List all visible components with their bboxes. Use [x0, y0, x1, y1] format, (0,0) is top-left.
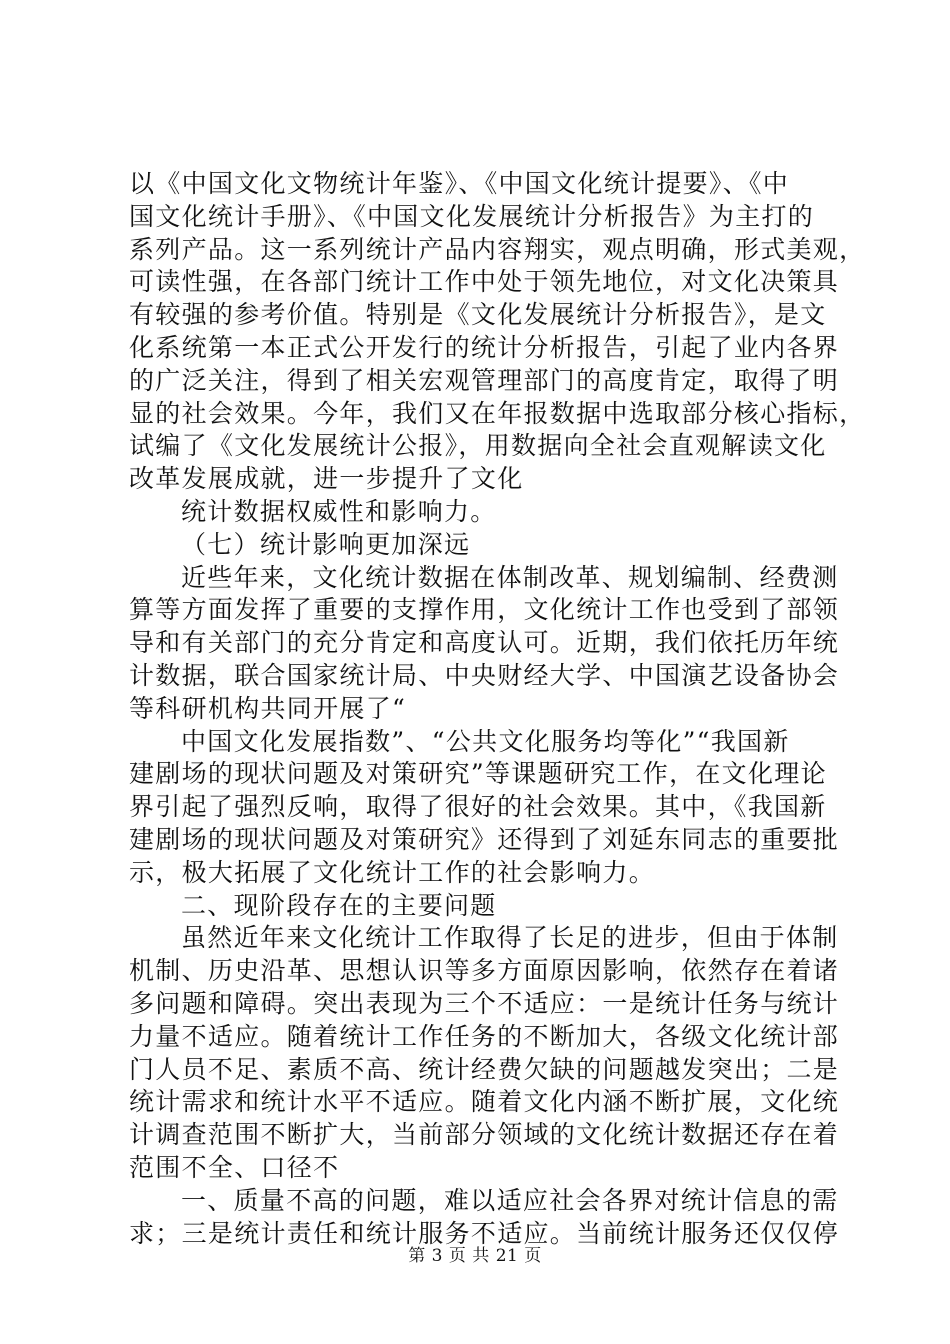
- text-line: 机制、历史沿革、思想认识等多方面原因影响，依然存在着诸: [129, 956, 840, 986]
- text-line: 二、现阶段存在的主要问题: [181, 890, 497, 920]
- text-line: 一、质量不高的问题，难以适应社会各界对统计信息的需: [181, 1185, 839, 1215]
- text-line: 的广泛关注，得到了相关宏观管理部门的高度肯定，取得了明: [129, 365, 840, 395]
- text-line: 试编了《文化发展统计公报》，用数据向全社会直观解读文化: [129, 431, 827, 461]
- text-line: 可读性强，在各部门统计工作中处于领先地位，对文化决策具: [129, 267, 840, 297]
- text-line: 计调查范围不断扩大，当前部分领域的文化统计数据还存在着: [129, 1120, 840, 1150]
- text-line: 等科研机构共同开展了“: [129, 693, 407, 723]
- text-line: 建剧场的现状问题及对策研究》还得到了刘延东同志的重要批: [129, 824, 840, 854]
- text-line: 以《中国文化文物统计年鉴》、《中国文化统计提要》、《中: [129, 169, 790, 198]
- text-line: （七）统计影响更加深远: [181, 529, 471, 559]
- text-line: 求；三是统计责任和统计服务不适应。当前统计服务还仅仅停: [129, 1218, 840, 1248]
- text-line: 中国文化发展指数”、“公共文化服务均等化”“我国新: [181, 726, 790, 756]
- text-line: 范围不全、口径不: [129, 1152, 340, 1182]
- text-line: 界引起了强烈反响，取得了很好的社会效果。其中，《我国新: [129, 792, 827, 822]
- text-line: 算等方面发挥了重要的支撑作用，文化统计工作也受到了部领: [129, 595, 840, 625]
- text-line: 力量不适应。随着统计工作任务的不断加大，各级文化统计部: [129, 1021, 840, 1051]
- text-line: 有较强的参考价值。特别是《文化发展统计分析报告》，是文: [129, 300, 827, 330]
- text-line: 化系统第一本正式公开发行的统计分析报告，引起了业内各界: [129, 332, 840, 362]
- text-line: 导和有关部门的充分肯定和高度认可。近期，我们依托历年统: [129, 628, 840, 658]
- text-line: 改革发展成就，进一步提升了文化: [129, 464, 524, 494]
- text-line: 虽然近年来文化统计工作取得了长足的进步，但由于体制: [181, 923, 839, 953]
- text-line: 多问题和障碍。突出表现为三个不适应：一是统计任务与统计: [129, 988, 840, 1018]
- text-line: 建剧场的现状问题及对策研究”等课题研究工作，在文化理论: [129, 759, 827, 789]
- text-line: 示，极大拓展了文化统计工作的社会影响力。: [129, 857, 656, 887]
- text-line: 近些年来，文化统计数据在体制改革、规划编制、经费测: [181, 562, 839, 592]
- text-line: 计数据，联合国家统计局、中央财经大学、中国演艺设备协会: [129, 660, 840, 690]
- text-line: 系列产品。这一系列统计产品内容翔实，观点明确，形式美观，: [129, 234, 866, 264]
- document-body: [129, 168, 866, 1250]
- text-line: 显的社会效果。今年，我们又在年报数据中选取部分核心指标，: [129, 398, 866, 428]
- text-line: 国文化统计手册》、《中国文化发展统计分析报告》为主打的: [129, 201, 815, 231]
- text-line: 门人员不足、素质不高、统计经费欠缺的问题越发突出；二是: [129, 1054, 840, 1084]
- text-line: 统计需求和统计水平不适应。随着文化内涵不断扩展，文化统: [129, 1087, 840, 1117]
- text-line: 统计数据权威性和影响力。: [181, 496, 497, 526]
- page-footer: 第 3 页 共 21 页: [408, 1246, 542, 1266]
